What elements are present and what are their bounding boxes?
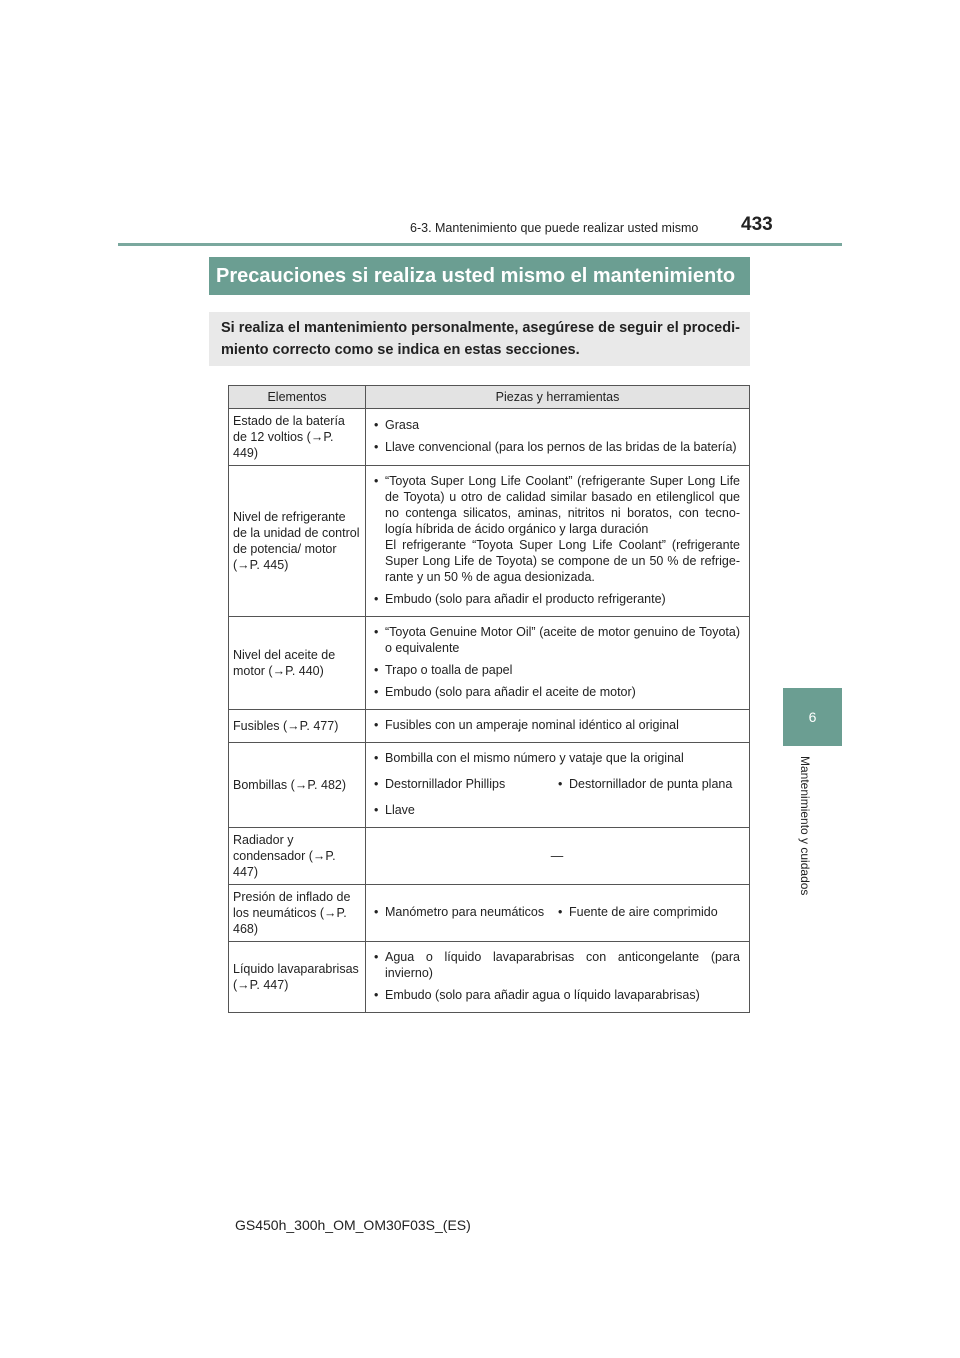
row-tools — [366, 885, 750, 942]
tool-item: • Llave convencional (para los pernos de las bridas de la batería) — [374, 439, 740, 455]
table-row — [229, 942, 750, 1013]
row-tools — [366, 743, 750, 828]
tool-item: • Fuente de aire comprimido — [556, 904, 740, 920]
chapter-tab: 6 — [783, 688, 842, 746]
table-row — [229, 885, 750, 942]
table-header-row — [229, 386, 750, 409]
column-header-items: Elementos — [229, 386, 366, 409]
table-row — [229, 828, 750, 885]
tool-item: • Manómetro para neumáticos — [374, 904, 556, 920]
row-item-radiator: Radiador y condensador (→P. 447) — [229, 828, 366, 885]
tool-item — [374, 473, 740, 585]
table-row — [229, 617, 750, 710]
row-item-engine-oil: Nivel del aceite de motor (→P. 440) — [229, 617, 366, 710]
tool-item: • Trapo o toalla de papel — [374, 662, 740, 678]
intro-text: Si realiza el mantenimiento personalmente, asegúrese de seguir el procedi-miento correcto como se indica en estas secciones. — [209, 312, 750, 366]
header-section-title: 6-3. Mantenimiento que puede realizar usted mismo — [410, 221, 699, 235]
row-item-battery: Estado de la batería de 12 voltios (→P. 449) — [229, 409, 366, 466]
row-tools — [366, 828, 750, 885]
row-item-washer-fluid: Líquido lavaparabrisas (→P. 447) — [229, 942, 366, 1013]
section-title: Precauciones si realiza usted mismo el mantenimiento — [209, 257, 750, 295]
header-rule — [118, 243, 842, 246]
chapter-label: Mantenimiento y cuidados — [798, 756, 812, 896]
row-item-tire-pressure: Presión de inflado de los neumáticos (→P. 468) — [229, 885, 366, 942]
tool-item: • Agua o líquido lavaparabrisas con anticongelante (para invierno) — [374, 949, 740, 981]
row-tools — [366, 466, 750, 617]
tool-item: • “Toyota Genuine Motor Oil” (aceite de motor genuino de Toyota) o equivalente — [374, 624, 740, 656]
tool-pair — [374, 900, 740, 926]
footer-doc-code: GS450h_300h_OM_OM30F03S_(ES) — [235, 1217, 471, 1233]
row-tools — [366, 617, 750, 710]
tool-item: • Fusibles con un amperaje nominal idéntico al original — [374, 717, 740, 733]
tool-item: • Bombilla con el mismo número y vataje que la original — [374, 750, 740, 766]
page-number: 433 — [741, 214, 773, 235]
row-item-bulbs: Bombillas (→P. 482) — [229, 743, 366, 828]
empty-dash: — — [550, 849, 564, 863]
tool-item: • Destornillador Phillips — [374, 776, 556, 792]
tool-item: • Destornillador de punta plana — [556, 776, 740, 792]
table-row — [229, 466, 750, 617]
row-tools — [366, 942, 750, 1013]
column-header-tools: Piezas y herramientas — [366, 386, 750, 409]
tool-item: • Embudo (solo para añadir agua o líquido lavaparabrisas) — [374, 987, 740, 1003]
row-item-fuses: Fusibles (→P. 477) — [229, 710, 366, 743]
tool-note: El refrigerante “Toyota Super Long Life Coolant” (refrigerante Super Long Life de Toyota) se compone de un 50 % de refrige-rante y un 50 % de agua desionizada. — [385, 538, 740, 584]
tool-item: • Embudo (solo para añadir el aceite de motor) — [374, 684, 740, 700]
tool-item: • Llave — [374, 802, 740, 818]
tool-item: • Grasa — [374, 417, 740, 433]
tool-text: “Toyota Super Long Life Coolant” (refrigerante Super Long Life de Toyota) u otro de calidad similar basado en etilenglicol que no contenga silicatos, aminas, nitritos ni boratos, con tecno-logía híbrida de ácido orgánico y larga duración — [385, 474, 740, 536]
tool-pair — [374, 772, 740, 798]
row-item-coolant: Nivel de refrigerante de la unidad de control de potencia/ motor (→P. 445) — [229, 466, 366, 617]
tools-table — [228, 385, 750, 1013]
table-row — [229, 743, 750, 828]
tool-item: • Embudo (solo para añadir el producto refrigerante) — [374, 591, 740, 607]
row-tools — [366, 710, 750, 743]
table-row — [229, 710, 750, 743]
row-tools — [366, 409, 750, 466]
table-row — [229, 409, 750, 466]
